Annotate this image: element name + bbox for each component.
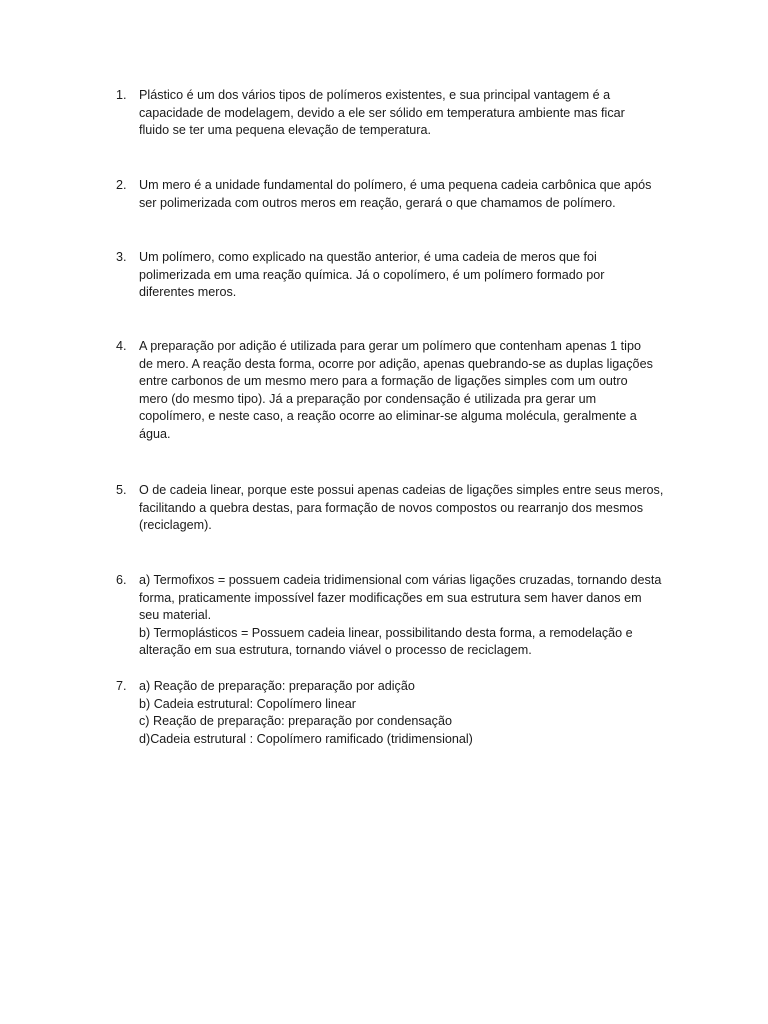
- text-line: fluido se ter uma pequena elevação de temperatura.: [139, 123, 431, 138]
- text-line: ser polimerizada com outros meros em reação, gerará o que chamamos de polímero.: [139, 195, 616, 210]
- answer-text: [139, 338, 676, 444]
- answer-6: [116, 572, 676, 660]
- text-line: d)Cadeia estrutural : Copolímero ramificado (tridimensional): [139, 731, 473, 746]
- text-line: copolímero, e neste caso, a reação ocorre ao eliminar-se alguma molécula, geralmente a: [139, 409, 637, 424]
- answer-7: [116, 678, 676, 748]
- text-line: de mero. A reação desta forma, ocorre por adição, apenas quebrando-se as duplas ligações: [139, 356, 653, 371]
- text-line: polimerizada em uma reação química. Já o copolímero, é um polímero formado por: [139, 267, 605, 282]
- answer-number: 5.: [116, 483, 127, 497]
- text-line: água.: [139, 426, 171, 441]
- text-line: facilitando a quebra destas, para formação de novos compostos ou rearranjo dos mesmos: [139, 500, 644, 515]
- text-line: a) Reação de preparação: preparação por adição: [139, 679, 415, 693]
- text-line: A preparação por adição é utilizada para gerar um polímero que contenham apenas 1 tipo: [139, 339, 641, 353]
- text-line: Plástico é um dos vários tipos de polímeros existentes, e sua principal vantagem é a: [139, 88, 611, 102]
- answer-text: [139, 678, 676, 748]
- answer-4: [116, 338, 676, 444]
- text-line: seu material.: [139, 608, 212, 623]
- answer-number: 1.: [116, 88, 127, 102]
- answer-text: [139, 177, 676, 212]
- answer-number: 6.: [116, 573, 127, 587]
- answer-number: 3.: [116, 250, 127, 264]
- answer-text: [139, 249, 676, 302]
- text-line: diferentes meros.: [139, 285, 237, 300]
- text-line: forma, praticamente impossível fazer modificações em sua estrutura sem haver danos em: [139, 590, 642, 605]
- text-line: capacidade de modelagem, devido a ele ser sólido em temperatura ambiente mas ficar: [139, 105, 625, 120]
- text-line: a) Termofixos = possuem cadeia tridimensional com várias ligações cruzadas, tornando desta: [139, 573, 662, 587]
- answer-number: 7.: [116, 679, 127, 693]
- answer-text: [139, 87, 676, 140]
- answer-text: [139, 482, 676, 535]
- answer-3: [116, 249, 676, 302]
- answer-number: 2.: [116, 178, 127, 192]
- text-line: alteração em sua estrutura, tornando viável o processo de reciclagem.: [139, 643, 532, 658]
- text-line: b) Cadeia estrutural: Copolímero linear: [139, 696, 356, 711]
- text-line: c) Reação de preparação: preparação por condensação: [139, 714, 452, 729]
- answer-text: [139, 572, 676, 660]
- text-line: mero (do mesmo tipo). Já a preparação por condensação é utilizada pra gerar um: [139, 391, 597, 406]
- text-line: b) Termoplásticos = Possuem cadeia linear, possibilitando desta forma, a remodelação e: [139, 625, 633, 640]
- text-line: entre carbonos de um mesmo mero para a formação de ligações simples com um outro: [139, 374, 628, 389]
- text-line: O de cadeia linear, porque este possui apenas cadeias de ligações simples entre seus meros,: [139, 483, 664, 497]
- text-line: Um polímero, como explicado na questão anterior, é uma cadeia de meros que foi: [139, 250, 597, 264]
- text-line: Um mero é a unidade fundamental do polímero, é uma pequena cadeia carbônica que após: [139, 178, 652, 192]
- answer-1: [116, 87, 676, 140]
- answer-2: [116, 177, 676, 212]
- answer-5: [116, 482, 676, 535]
- text-line: (reciclagem).: [139, 518, 212, 533]
- answer-number: 4.: [116, 339, 127, 353]
